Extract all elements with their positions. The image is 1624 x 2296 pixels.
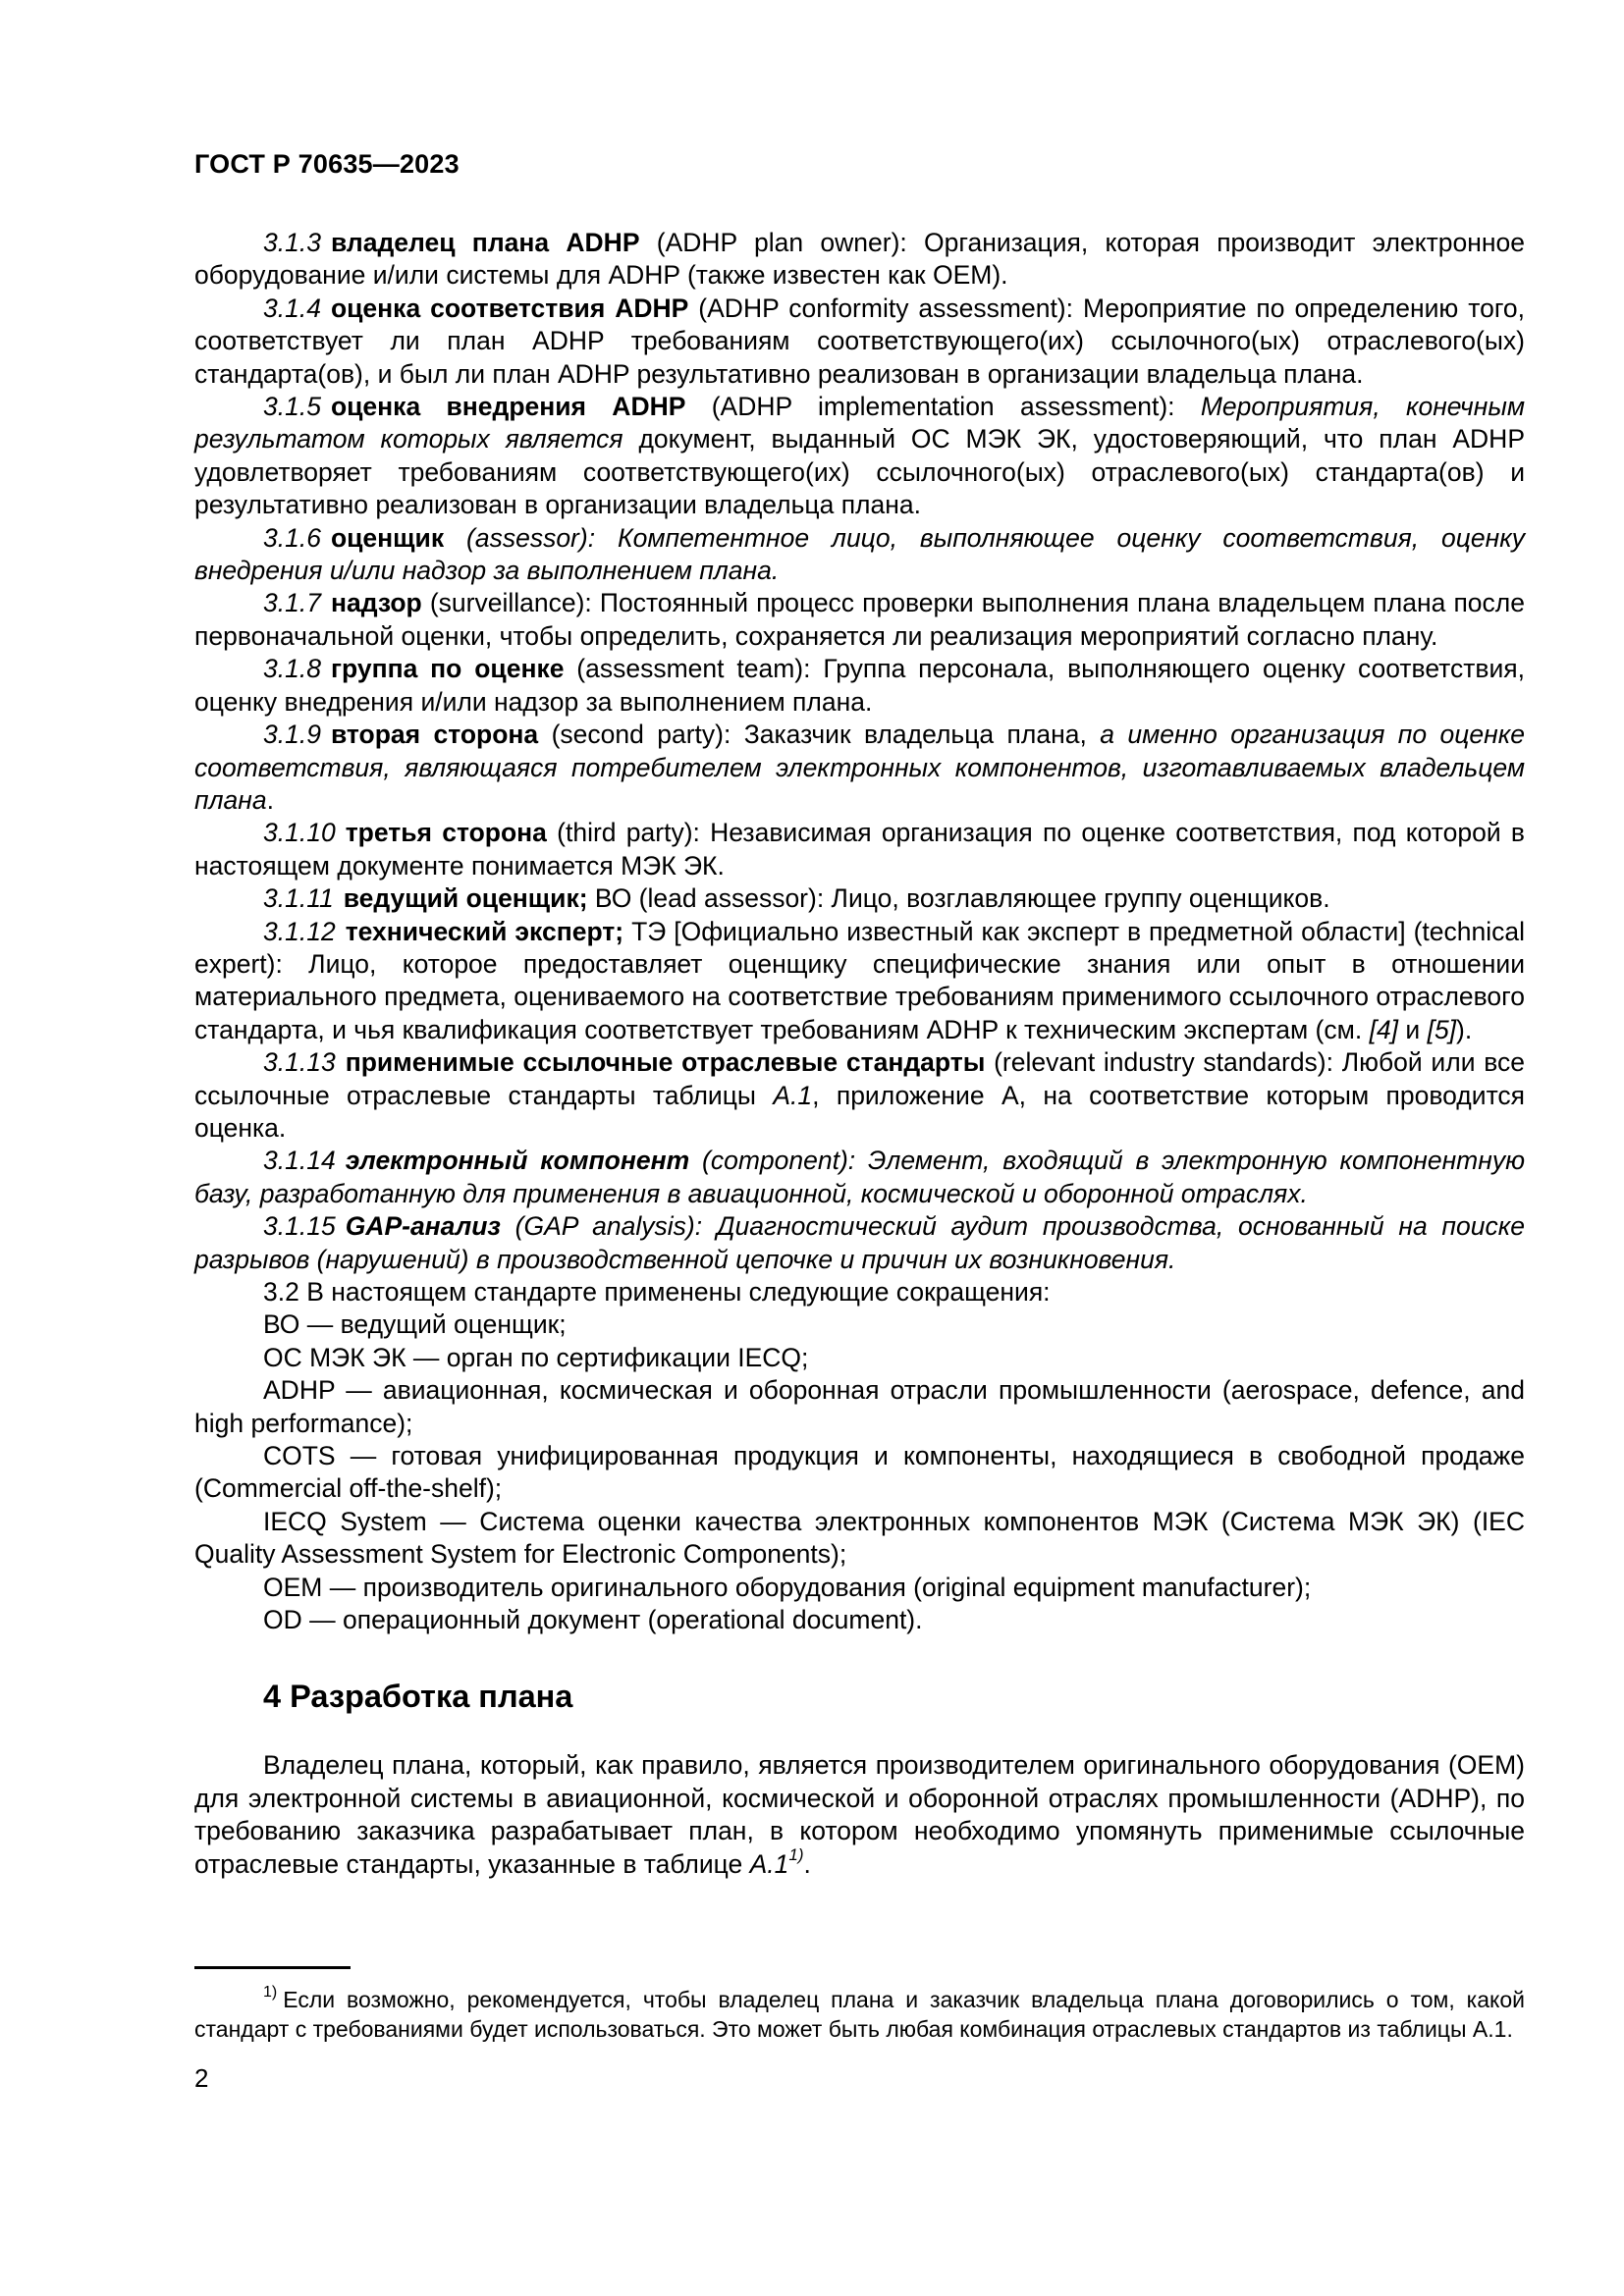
definition-3-1-11 — [194, 882, 1525, 915]
definition-3-1-8 — [194, 653, 1525, 719]
clause-number: 3.1.4 — [263, 293, 321, 323]
abbreviation-item: ВО — ведущий оценщик; — [263, 1309, 567, 1340]
table-ref: А.1 — [773, 1080, 813, 1110]
definition-3-1-13 — [194, 1046, 1525, 1145]
footnote-marker: 1) — [788, 1844, 804, 1864]
clause-number: 3.1.14 — [263, 1146, 336, 1176]
term: GAP-анализ — [345, 1211, 501, 1242]
abbreviation-item: IECQ System — Система оценки качества электронных компонентов МЭК (Система МЭК ЭК) (IEC Quality Assessment System for Electronic Components); — [194, 1506, 1525, 1570]
table-ref: А.1 — [749, 1848, 789, 1879]
definition-3-1-5 — [194, 391, 1525, 522]
term: технический эксперт; — [345, 916, 624, 946]
footnote-divider — [194, 1966, 351, 1969]
definition-3-1-9 — [194, 719, 1525, 817]
definition-3-1-15 — [194, 1210, 1525, 1276]
footnote-text: . — [1506, 2016, 1513, 2042]
term: оценка соответствия ADHP — [330, 293, 689, 323]
term: третья сторона — [345, 818, 547, 848]
clause-number: 3.1.6 — [263, 522, 321, 553]
abbreviation-item: OD — операционный документ (operational document). — [263, 1605, 923, 1635]
definition-text: ВО (lead assessor): Лицо, возглавляющее группу оценщиков. — [587, 883, 1330, 914]
clause-number: 3.1.10 — [263, 818, 336, 848]
term: применимые ссылочные отраслевые стандарты — [345, 1047, 986, 1078]
bibliography-ref: [4] — [1369, 1014, 1399, 1044]
definition-3-1-6 — [194, 522, 1525, 588]
term: владелец плана ADHP — [330, 228, 640, 257]
term: оценщик — [330, 522, 445, 553]
definition-3-1-3 — [194, 227, 1525, 293]
standard-title: ГОСТ Р 70635—2023 — [194, 149, 460, 179]
paragraph-text: . — [803, 1848, 811, 1879]
term: оценка внедрения ADHP — [330, 392, 686, 422]
abbreviations-intro: 3.2 В настоящем стандарте применены следующие сокращения: — [263, 1277, 1051, 1307]
definition-3-1-4 — [194, 293, 1525, 391]
definition-text: и — [1398, 1014, 1428, 1044]
abbreviation-item: ADHP — авиационная, космическая и оборонная отрасли промышленности (aerospace, defence, and high performance); — [194, 1375, 1525, 1438]
definition-3-1-14 — [194, 1145, 1525, 1210]
definition-text: (ADHP implementation assessment): — [685, 392, 1201, 422]
clause-number: 3.1.12 — [263, 916, 336, 946]
definition-text-italic: а именно организация по оценке соответствия, являющаяся потребителем электронных компонентов, изготавливаемых владельцем плана — [194, 720, 1525, 815]
definition-text-italic: (assessor): Компетентное лицо, выполняющее оценку соответствия, оценку внедрения и/или надзор за выполнением плана. — [194, 522, 1525, 586]
definition-text: документ, выданный ОС МЭК ЭК, удостоверяющий, что план ADHP удовлетворяет требованиям соответствующего(их) ссылочного(ых) отраслевого(ых) стандарта(ов) и результативно реализован в организации владельца плана. — [194, 424, 1525, 520]
term: надзор — [330, 588, 422, 618]
clause-number: 3.1.9 — [263, 720, 321, 750]
definition-text: (ADHP conformity assessment): Мероприятие по определению того, соответствует ли план ADHP требованиям соответствующего(их) ссылочного(ых) отраслевого(ых) стандарта(ов), и был ли план ADHP результативно реализован в организации владельца плана. — [194, 293, 1526, 389]
abbreviation-item: COTS — готовая унифицированная продукция и компоненты, находящиеся в свободной продаже (Commercial off-the-shelf); — [194, 1441, 1525, 1504]
term: группа по оценке — [330, 654, 565, 684]
section-heading: 4 Разработка плана — [263, 1679, 573, 1715]
definition-text: (surveillance): Постоянный процесс проверки выполнения плана владельцем плана после первоначальной оценки, чтобы определить, сохраняется ли реализация мероприятий согласно плану. — [194, 588, 1525, 651]
abbreviation-item: ОС МЭК ЭК — орган по сертификации IECQ; — [263, 1342, 809, 1372]
definition-text: ). — [1456, 1014, 1473, 1044]
definition-3-1-10 — [194, 817, 1525, 882]
definition-text: . — [266, 784, 274, 815]
clause-number: 3.1.3 — [263, 228, 321, 257]
definition-text: (third party): Независимая организация по оценке соответствия, под которой в настоящем документе понимается МЭК ЭК. — [194, 818, 1525, 881]
page-number: 2 — [194, 2063, 209, 2093]
definition-text: (second party): Заказчик владельца плана, — [538, 720, 1101, 750]
definition-text: (assessment team): Группа персонала, выполняющего оценку соответствия, оценку внедрения и/или надзор за выполнением плана. — [194, 654, 1525, 717]
table-ref: А.1 — [1472, 2016, 1507, 2042]
clause-number: 3.1.7 — [263, 588, 321, 618]
paragraph-text: Владелец плана, который, как правило, является производителем оригинального оборудования (OEM) для электронной системы в авиационной, космической и оборонной отраслях промышленности (ADHP), по требованию заказчика разрабатывает план, в котором необходимо упомянуть применимые ссылочные отраслевые стандарты, указанные в таблице — [194, 1750, 1525, 1879]
definition-text-italic: (component): Элемент, входящий в электронную компонентную базу, разработанную для применения в авиационной, космической и оборонной отраслях. — [194, 1146, 1526, 1208]
definition-text: (relevant industry standards): Любой или все ссылочные отраслевые стандарты таблицы — [194, 1047, 1525, 1110]
definition-text-italic: (GAP analysis): Диагностический аудит производства, основанный на поиске разрывов (нарушений) в производственной цепочке и причин их возникновения. — [194, 1211, 1525, 1274]
term: вторая сторона — [330, 720, 539, 750]
footnote-text: Если возможно, рекомендуется, чтобы владелец плана и заказчик владельца плана договорились о том, какой стандарт с требованиями будет использоваться. Это может быть любая комбинация отраслевых стандартов из таблицы — [194, 1987, 1525, 2042]
definition-text: ТЭ [Официально известный как эксперт в предметной области] (technical expert): Лицо, которое предоставляет оценщику специфические знания или опыт в отношении материального предмета, оцениваемого на соответствие требованиям применимого ссылочного отраслевого стандарта, и чья квалификация соответствует требованиям ADHP к техническим экспертам (см. — [194, 916, 1525, 1044]
bibliography-ref: [5] — [1427, 1014, 1457, 1044]
definition-3-1-12 — [194, 916, 1525, 1047]
definition-3-1-7 — [194, 587, 1525, 653]
clause-number: 3.1.13 — [263, 1047, 336, 1078]
section-4-paragraph — [194, 1749, 1525, 1881]
definition-text-italic: Мероприятия, конечным результатом которых является — [194, 392, 1526, 454]
clause-number: 3.1.5 — [263, 392, 321, 422]
clause-number: 3.1.11 — [263, 883, 334, 914]
footnote-mark: 1) — [263, 1984, 278, 2002]
document-body — [194, 227, 1525, 1881]
clause-number: 3.1.15 — [263, 1211, 336, 1242]
abbreviation-item: OEM — производитель оригинального оборудования (original equipment manufacturer); — [263, 1572, 1312, 1602]
footnote — [194, 1985, 1525, 2044]
term: электронный компонент — [345, 1146, 690, 1176]
term: ведущий оценщик; — [343, 883, 588, 914]
clause-number: 3.1.8 — [263, 654, 321, 684]
definition-text: (ADHP plan owner): Организация, которая производит электронное оборудование и/или системы для ADHP (также известен как OEM). — [194, 228, 1525, 291]
definition-text: , приложение А, на соответствие которым проводится оценка. — [194, 1080, 1526, 1143]
